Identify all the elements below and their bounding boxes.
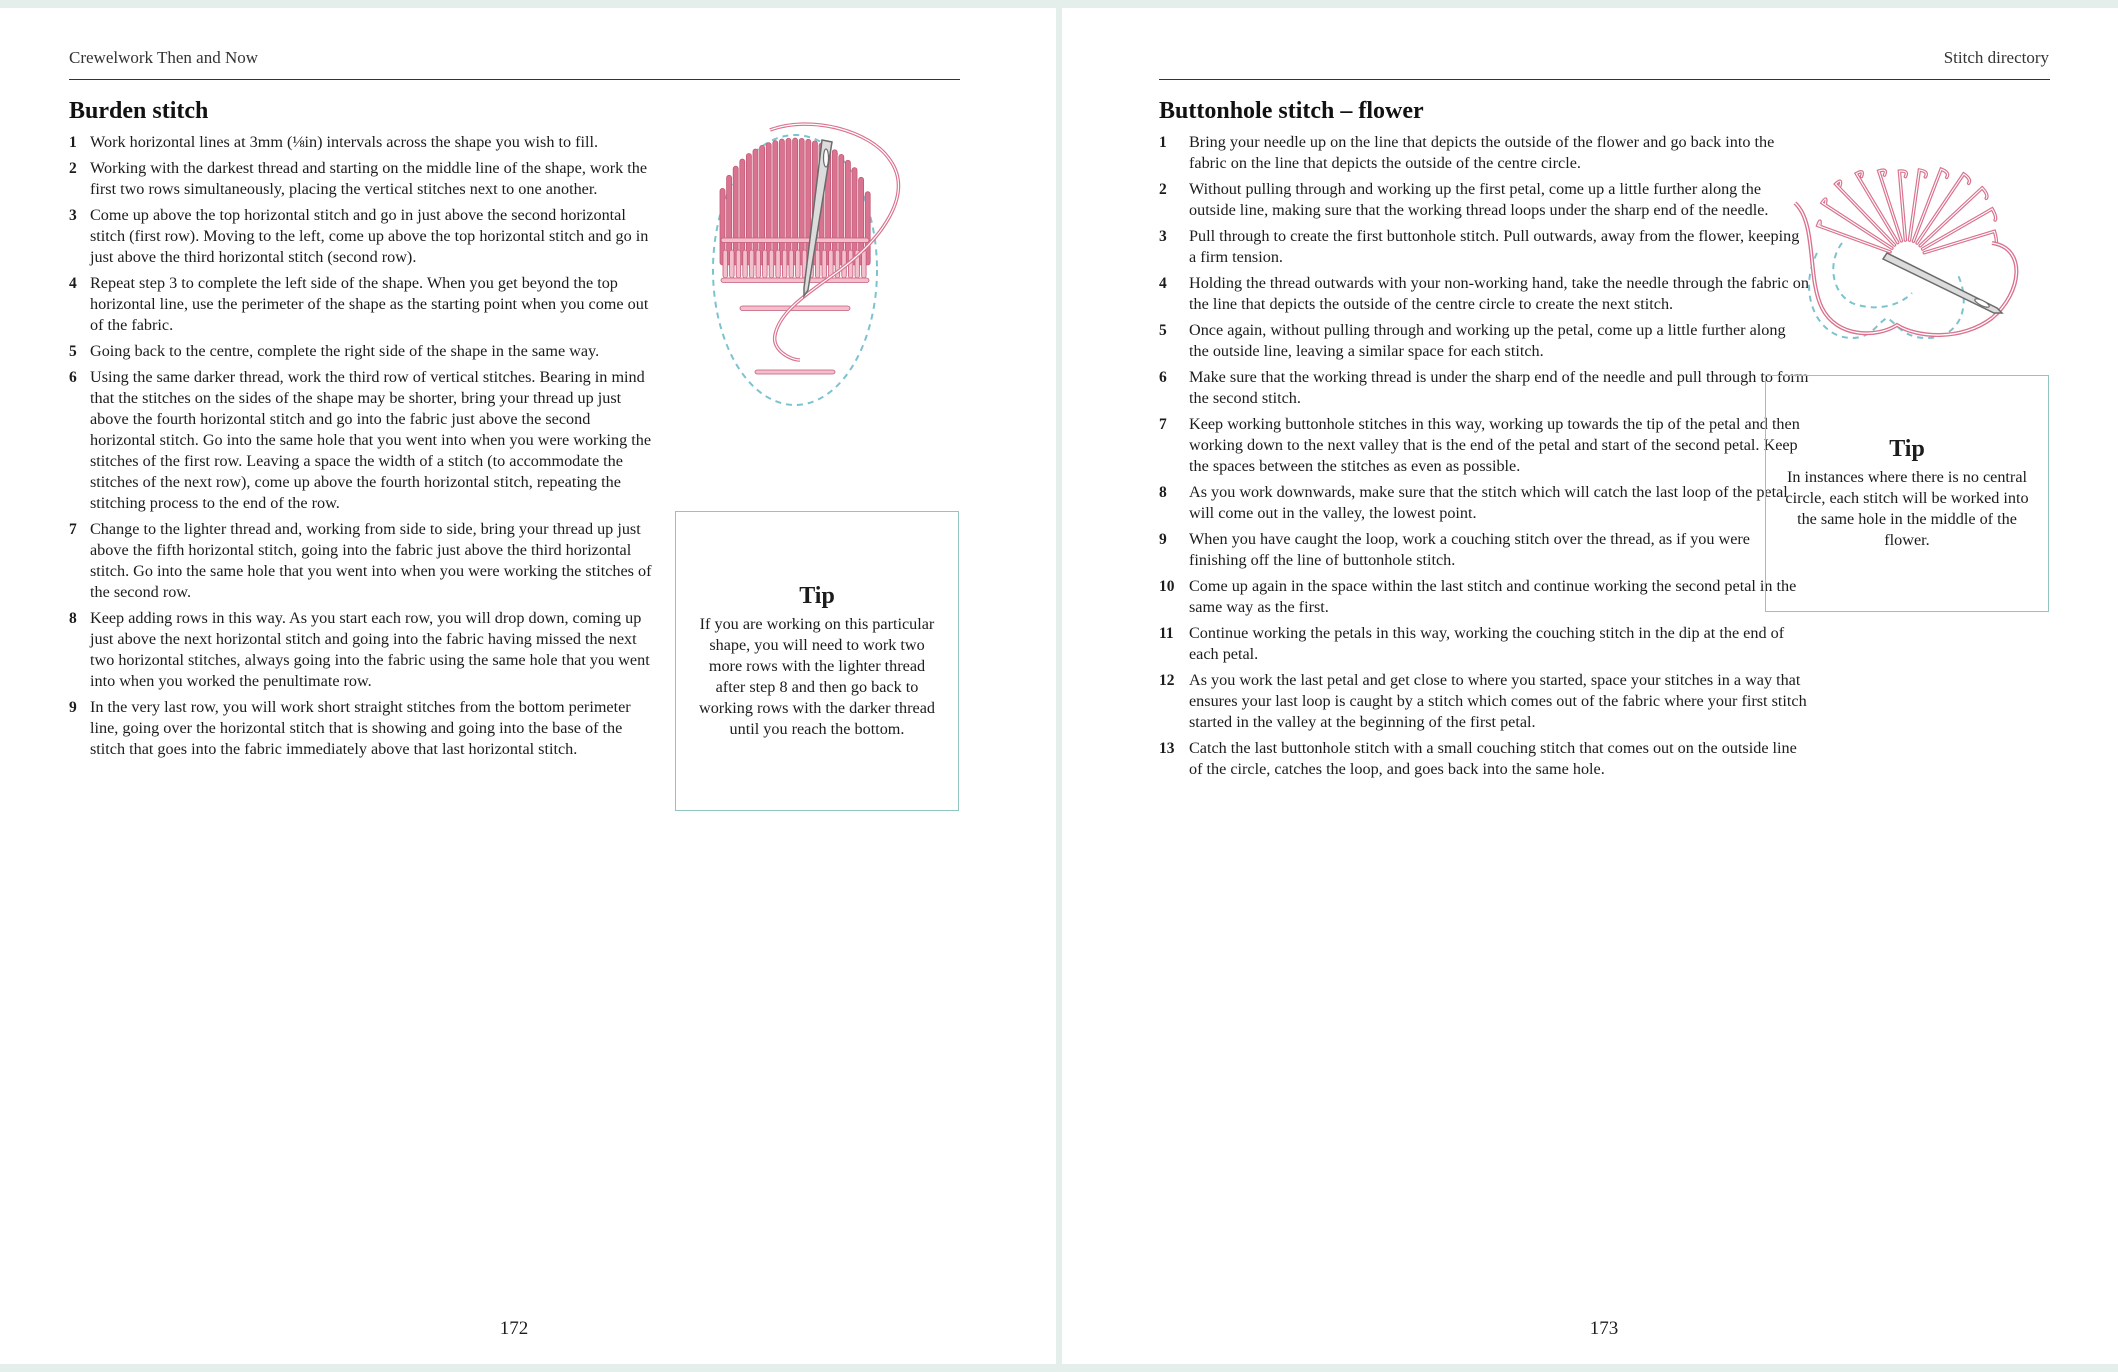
step-text: Repeat step 3 to complete the left side of the shape. When you get beyond the top horizontal line, use the perimeter of the shape as the starting point when you come out of the fabric. [90,274,649,334]
step-number: 5 [1159,322,1167,339]
step-number: 4 [1159,275,1167,292]
light-stitch [776,250,781,278]
step-item [69,205,659,268]
step-text: Going back to the centre, complete the right side of the shape in the same way. [90,342,600,360]
step-item [69,158,659,200]
horizontal-stitch [721,278,869,283]
light-stitch [730,250,735,278]
light-stitch [749,250,754,278]
step-number: 1 [1159,134,1167,151]
needle-icon [1883,253,2002,313]
step-number: 6 [1159,369,1167,386]
step-number: 11 [1159,625,1174,642]
steps-list-burden [69,132,659,765]
header-rule-left [69,79,960,80]
step-text: Come up again in the space within the last stitch and continue working the second petal in the same way as the first. [1189,577,1797,616]
step-number: 8 [1159,484,1167,501]
dark-stitch [832,150,837,265]
dark-stitch [766,143,771,265]
tip-box-buttonhole [1765,375,2049,612]
step-number: 4 [69,275,77,292]
step-text: Using the same darker thread, work the third row of vertical stitches. Bearing in mind that the stitches on the sides of the shape may be shorter, bring your thread up just above the fourth horizontal stitch and go into the fabric just above the second horizontal stitch. Go into the same hole that you went into when you were working the stitches of the first row. Leaving a space the width of a stitch (to accommodate the stitches of the next row), come up above the fourth horizontal stitch, repeating the stitching process to the end of the row. [90,368,652,512]
step-text: Pull through to create the first buttonhole stitch. Pull outwards, away from the flower, keeping a firm tension. [1189,227,1800,266]
step-item [1159,670,1809,733]
step-item [69,341,659,362]
step-item [69,519,659,603]
flower-guide-line [1809,253,1964,338]
step-text: Work horizontal lines at 3mm (⅛in) intervals across the shape you wish to fill. [90,133,599,151]
step-number: 9 [1159,531,1167,548]
step-item [1159,320,1809,362]
step-number: 7 [1159,416,1167,433]
step-number: 6 [69,369,77,386]
light-stitch [796,250,801,278]
dark-stitch [839,154,844,265]
stitch-title-burden: Burden stitch [69,98,209,124]
step-item [1159,529,1809,571]
step-number: 5 [69,343,77,360]
step-text: Without pulling through and working up the first petal, come up a little further along the outside line, making sure that the working thread loops under the sharp end of the needle. [1189,180,1769,219]
dark-stitch [740,159,745,265]
step-number: 8 [69,610,77,627]
page-number-right: 173 [1589,1318,1619,1339]
step-number: 1 [69,134,77,151]
dark-stitch [845,160,850,265]
tip-box-burden [675,511,959,811]
step-number: 7 [69,521,77,538]
dark-stitch [746,153,751,265]
step-number: 3 [69,207,77,224]
left-page [0,8,1056,1364]
horizontal-stitch [721,238,869,243]
step-item [1159,226,1809,268]
light-stitch [736,250,741,278]
step-text: Continue working the petals in this way, working the couching stitch in the dip at the end of each petal. [1189,624,1785,663]
dark-stitch [786,138,791,265]
step-text: Keep working buttonhole stitches in this way, working up towards the tip of the petal and then working down to the next valley that is the end of the petal and start of the second petal. Keep the spaces between the stitches as even as possible. [1189,415,1800,475]
dark-vertical-stitches [720,138,870,265]
dark-stitch [760,145,765,265]
buttonhole-stitches [1818,169,1997,253]
steps-list-buttonhole [1159,132,1809,785]
step-text: Working with the darkest thread and starting on the middle line of the shape, work the first two rows simultaneously, placing the vertical stitches next to one another. [90,159,648,198]
step-item [1159,179,1809,221]
dark-stitch [753,149,758,265]
step-text: Keep adding rows in this way. As you start each row, you will drop down, coming up just above the next horizontal stitch and going into the fabric having missed the next two horizontal stitches, always going into the fabric using the same hole that you went into when you worked the penultimate row. [90,609,650,690]
step-item [69,273,659,336]
step-number: 10 [1159,578,1175,595]
step-item [1159,623,1809,665]
page-number-left: 172 [499,1318,529,1339]
step-item [69,697,659,760]
tip-title: Tip [799,582,835,609]
horizontal-stitch [740,306,850,311]
step-number: 12 [1159,672,1175,689]
light-stitch [763,250,768,278]
step-item [1159,273,1809,315]
light-stitch [723,250,728,278]
step-item [69,367,659,514]
step-item [69,132,659,153]
light-stitch [769,250,774,278]
step-text: In the very last row, you will work short straight stitches from the bottom perimeter line, going over the horizontal stitch that is showing and going into the base of the stitch that goes into the fabric immediately above that last horizontal stitch. [90,698,631,758]
burden-stitch-illustration [700,120,920,410]
light-stitch [756,250,761,278]
buttonhole-flower-illustration [1777,113,2097,353]
step-item [1159,132,1809,174]
step-number: 2 [1159,181,1167,198]
tip-body: In instances where there is no central circle, each stitch will be worked into the same hole in the middle of the flower. [1785,468,2029,549]
step-text: Holding the thread outwards with your non-working hand, take the needle through the fabric on the line that depicts the outside of the centre circle to create the next stitch. [1189,274,1809,313]
dark-stitch [773,141,778,265]
light-stitch [789,250,794,278]
light-stitch [822,250,827,278]
step-number: 9 [69,699,77,716]
step-item [1159,367,1809,409]
step-number: 13 [1159,740,1175,757]
step-text: When you have caught the loop, work a couching stitch over the thread, as if you were finishing off the line of buttonhole stitch. [1189,530,1750,569]
dark-stitch [799,138,804,265]
step-text: As you work the last petal and get close to where you started, space your stitches in a way that ensures your last loop is caught by a stitch which comes out of the fabric where your first stitch started in the valley at the beginning of the first petal. [1189,671,1807,731]
dark-stitch [793,138,798,265]
step-text: Come up above the top horizontal stitch and go in just above the second horizontal stitch (first row). Moving to the left, come up above the top horizontal stitch and go in just above the third horizontal stitch (second row). [90,206,649,266]
header-rule-right [1159,79,2050,80]
step-text: Make sure that the working thread is under the sharp end of the needle and pull through to form the second stitch. [1189,368,1809,407]
step-item [69,608,659,692]
step-item [1159,738,1809,780]
light-stitch [782,250,787,278]
step-number: 3 [1159,228,1167,245]
right-page [1062,8,2118,1364]
step-text: As you work downwards, make sure that the stitch which will catch the last loop of the petal will come out in the valley, the lowest point. [1189,483,1788,522]
tip-title: Tip [1889,436,1925,462]
dark-stitch [779,139,784,265]
step-item [1159,482,1809,524]
step-text: Change to the lighter thread and, working from side to side, bring your thread up just above the fifth horizontal stitch, going into the fabric just above the third horizontal stitch. Go into the same hole that you went into when you were working the stitches of the second row. [90,520,652,601]
light-stitch [815,250,820,278]
step-item [1159,576,1809,618]
step-text: Bring your needle up on the line that depicts the outside of the flower and go back into the fabric on the line that depicts the outside of the centre circle. [1189,133,1775,172]
step-item [1159,414,1809,477]
step-text: Once again, without pulling through and working up the petal, come up a little further along the outside line, leaving a similar space for each stitch. [1189,321,1786,360]
step-text: Catch the last buttonhole stitch with a small couching stitch that comes out on the outside line of the circle, catches the loop, and goes back into the same hole. [1189,739,1797,778]
centre-circle-guide [1833,243,1912,307]
stitch-title-buttonhole: Buttonhole stitch – flower [1159,98,1424,124]
light-stitch [862,250,867,278]
running-head-right: Stitch directory [1943,48,2049,67]
buttonhole-loop [1818,221,1890,252]
horizontal-stitch [755,370,835,374]
tip-body: If you are working on this particular shape, you will need to work two more rows with the lighter thread after step 8 and then go back to working rows with the darker thread until you reach the bottom. [699,614,935,738]
light-stitch [743,250,748,278]
running-head-left: Crewelwork Then and Now [69,48,259,67]
step-number: 2 [69,160,77,177]
